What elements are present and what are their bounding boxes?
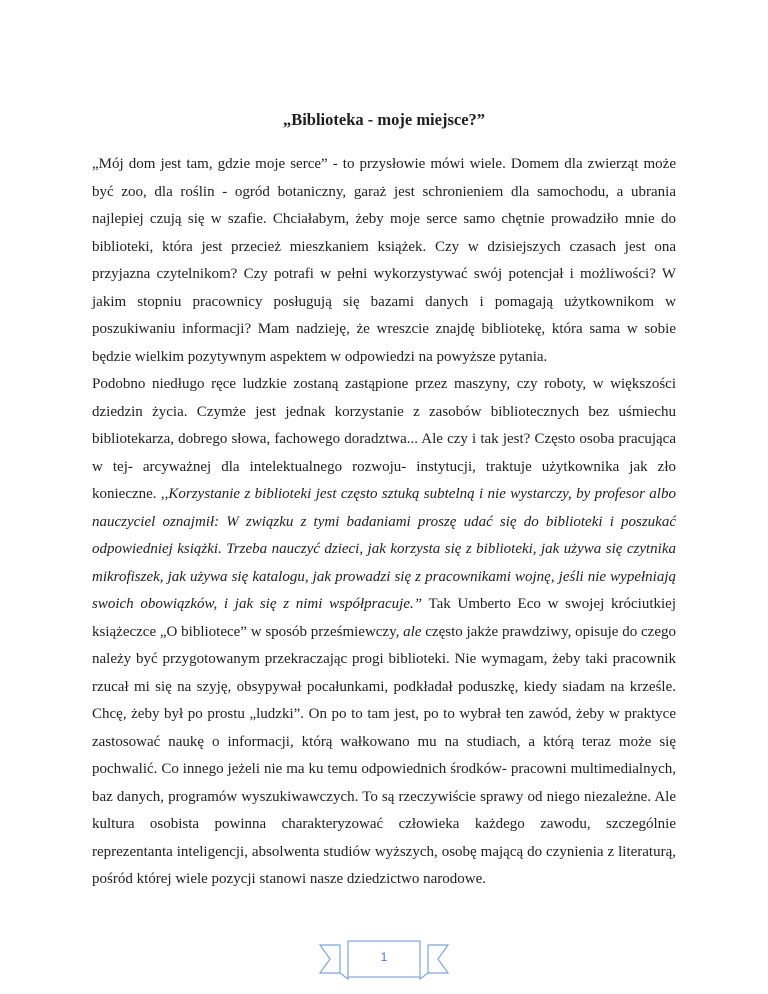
eco-quote: ,,Korzystanie z biblioteki jest często sztuką subtelną i nie wystarczy, by profesor albo nauczyciel oznajmił: W związku z tymi badaniami proszę udać się do biblioteki i poszukać odpowiedniej książki. Trzeba nauczyć dzieci, jak korzysta się z biblioteki, jak używa się czytnika mikrofiszek, jak używa się katalogu, jak prowadzi się z pracownikami wojnę, jeśli nie wypełniają swoich obowiązków, i jak się z nimi współpracuje.” bbox=[92, 486, 676, 612]
page-number-ribbon bbox=[318, 937, 450, 985]
paragraph-2-start: Podobno niedługo ręce ludzkie zostaną zastąpione przez maszyny, czy roboty, w większości dziedzin życia. Czymże jest jednak korzystanie z zasobów bibliotecznych bez uśmiechu bibliotekarza, dobrego słowa, fachowego doradztwa... Ale czy i tak jest? Często osoba pracująca w tej- arcyważnej dla intelektualnego rozwoju- instytucji, traktuje użytkownika jak zło konieczne. bbox=[92, 376, 676, 502]
document-body bbox=[92, 151, 676, 894]
paragraph-2-mid: Tak Umberto Eco w swojej króciutkiej książeczce „O bibliotece” w sposób prześmiewczy, bbox=[92, 596, 676, 640]
paragraph-1: „Mój dom jest tam, gdzie moje serce” - to przysłowie mówi wiele. Domem dla zwierząt może być zoo, dla roślin - ogród botaniczny, garaż jest schronieniem dla samochodu, a ubrania najlepiej czują się w szafie. Chciałabym, żeby moje serce samo chętnie prowadziło mnie do biblioteki, która jest przecież mieszkaniem książek. Czy w dzisiejszych czasach jest ona przyjazna czytelnikom? Czy potrafi w pełni wykorzystywać swój potencjał i możliwości? W jakim stopniu pracownicy posługują się bazami danych i pomagają użytkownikom w poszukiwaniu informacji? Mam nadzieję, że wreszcie znajdę bibliotekę, która sama w sobie będzie wielkim pozytywnym aspektem w odpowiedzi na powyższe pytania. bbox=[92, 156, 676, 365]
page-number: 1 bbox=[380, 950, 388, 964]
paragraph-2 bbox=[92, 371, 676, 894]
italic-word: ale bbox=[403, 623, 422, 640]
page-title: „Biblioteka - moje miejsce?” bbox=[282, 110, 486, 129]
paragraph-2-end: często jakże prawdziwy, opisuje do czego należy być przygotowanym przekraczając progi biblioteki. Nie wymagam, żeby taki pracownik rzucał mi się na szyję, obsypywał pocałunkami, podkładał poduszkę, kiedy siadam na krześle. Chcę, żeby był po prostu „ludzki”. On po to tam jest, po to wybrał ten zawód, żeby w praktyce zastosować naukę o informacji, którą wałkowano mu na studiach, a którą teraz może się pochwalić. Co innego jeżeli nie ma ku temu odpowiednich środków- pracowni multimedialnych, baz danych, programów wyszukiwawczych. To są rzeczywiście sprawy od niego niezależne. Ale kultura osobista powinna charakteryzować człowieka każdego zawodu, szczególnie reprezentanta inteligencji, absolwenta studiów wyższych, osobę mającą do czynienia z literaturą, pośród której wiele pozycji stanowi nasze dziedzictwo narodowe. bbox=[92, 623, 676, 887]
